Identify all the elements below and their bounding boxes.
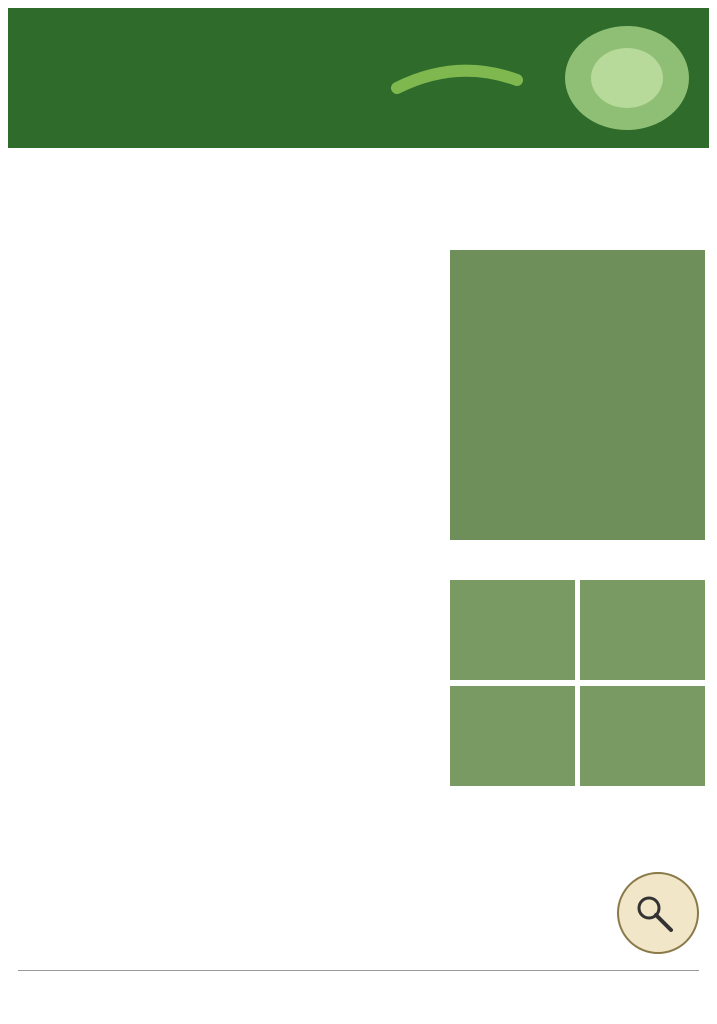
field-photo (580, 686, 705, 786)
field-photo (580, 580, 705, 680)
footer (18, 970, 699, 1017)
field-photo (450, 686, 575, 786)
cabbage-caterpillar-illustration (377, 18, 697, 136)
inspector-mascot-icon (615, 870, 701, 956)
field-photo-grid (450, 580, 705, 790)
official-photo (450, 250, 705, 540)
header-banner (8, 8, 709, 148)
field-photo (450, 580, 575, 680)
article-body (18, 156, 438, 168)
